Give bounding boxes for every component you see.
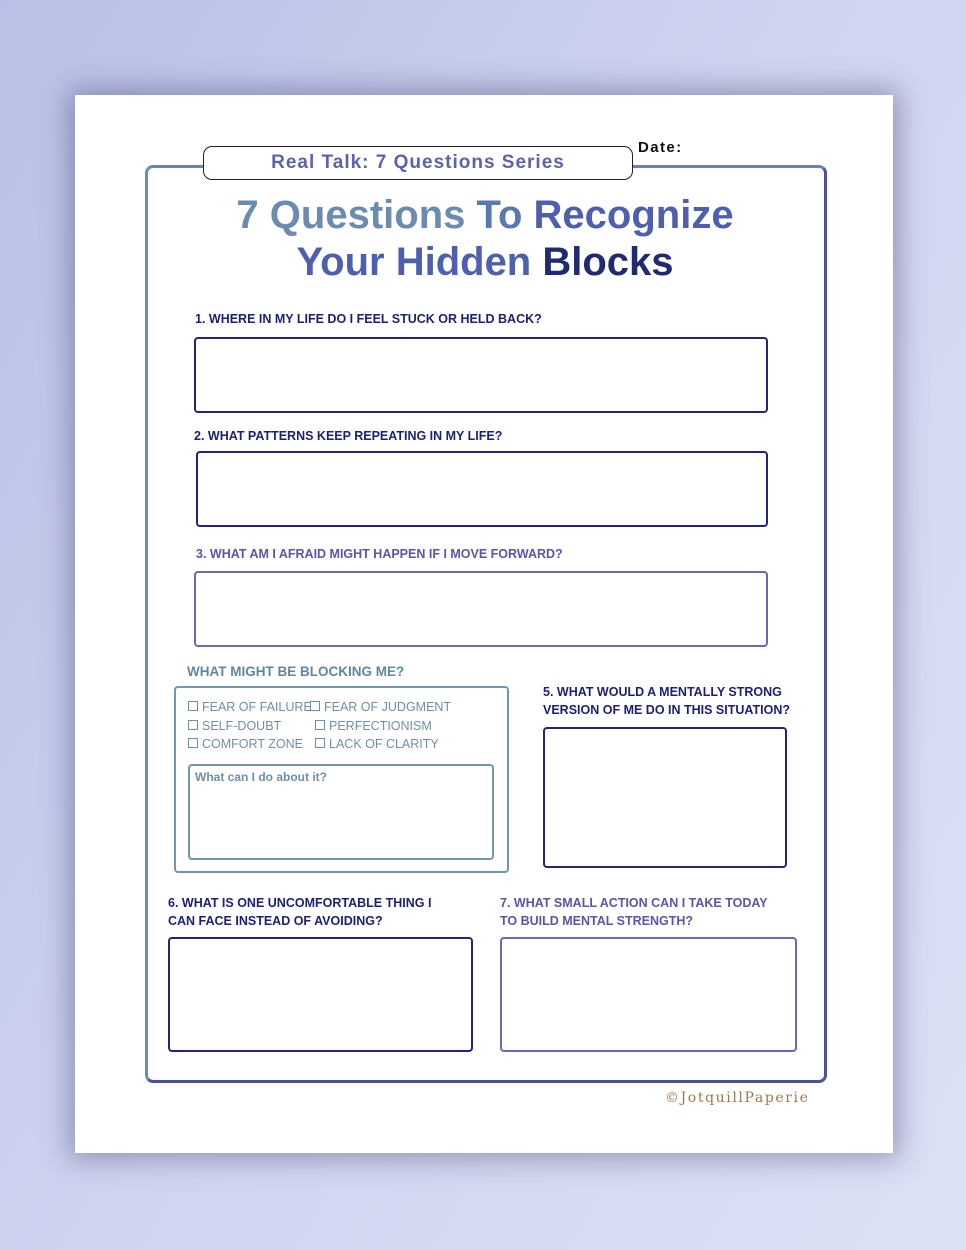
checkbox-label: SELF-DOUBT: [202, 718, 282, 733]
question-5-line-2: VERSION OF ME DO IN THIS SITUATION?: [543, 703, 790, 717]
blocking-heading: WHAT MIGHT BE BLOCKING ME?: [187, 664, 405, 679]
checkbox-icon: [310, 701, 320, 711]
action-label: What can I do about it?: [195, 770, 327, 784]
question-6: [168, 894, 431, 930]
title-part: To: [476, 193, 523, 237]
question-6-line-1: 6. WHAT IS ONE UNCOMFORTABLE THING I: [168, 896, 432, 910]
question-2: 2. WHAT PATTERNS KEEP REPEATING IN MY LIFE?: [194, 429, 503, 443]
checkbox-label: COMFORT ZONE: [202, 737, 303, 751]
answer-box-2[interactable]: [196, 451, 768, 527]
title-part: Blocks: [542, 240, 674, 284]
series-label: Real Talk: 7 Questions Series: [203, 146, 633, 180]
question-1: 1. WHERE IN MY LIFE DO I FEEL STUCK OR HELD BACK?: [195, 312, 542, 326]
title-part: 7 Questions: [236, 193, 466, 237]
date-label: Date:: [638, 139, 683, 156]
worksheet-page: [75, 95, 893, 1153]
page-title-line-1: [145, 191, 825, 239]
checkbox-icon: [188, 701, 198, 711]
question-7-line-1: 7. WHAT SMALL ACTION CAN I TAKE TODAY: [500, 896, 768, 910]
checkbox-icon: [188, 738, 198, 748]
page-title-line-2: [145, 238, 825, 286]
answer-box-1[interactable]: [194, 337, 768, 413]
answer-box-6[interactable]: [168, 937, 473, 1052]
checkbox-icon: [315, 738, 325, 748]
title-part: Your Hidden: [296, 240, 532, 284]
checkbox-label: FEAR OF FAILURE: [202, 700, 312, 714]
answer-box-5[interactable]: [543, 727, 787, 868]
checkbox-fear-of-failure[interactable]: [188, 698, 312, 717]
question-3: 3. WHAT AM I AFRAID MIGHT HAPPEN IF I MOVE FORWARD?: [196, 547, 563, 561]
question-5: [543, 683, 790, 719]
checkbox-label: PERFECTIONISM: [329, 718, 432, 733]
checkbox-icon: [315, 720, 325, 730]
question-7-line-2: TO BUILD MENTAL STRENGTH?: [500, 914, 694, 928]
checkbox-icon: [188, 720, 198, 730]
question-7: [500, 894, 768, 930]
checkbox-self-doubt[interactable]: [188, 717, 281, 736]
answer-box-3[interactable]: [194, 571, 768, 647]
checkbox-perfectionism[interactable]: [315, 717, 432, 736]
title-part: Recognize: [533, 193, 734, 237]
checkbox-label: LACK OF CLARITY: [329, 737, 439, 751]
question-6-line-2: CAN FACE INSTEAD OF AVOIDING?: [168, 914, 383, 928]
checkbox-comfort-zone[interactable]: [188, 735, 303, 754]
question-5-line-1: 5. WHAT WOULD A MENTALLY STRONG: [543, 685, 782, 699]
checkbox-label: FEAR OF JUDGMENT: [324, 700, 452, 714]
checkbox-lack-of-clarity[interactable]: [315, 735, 439, 754]
answer-box-7[interactable]: [500, 937, 797, 1052]
checkbox-fear-of-judgment[interactable]: [310, 698, 451, 717]
copyright-text: ©JotquillPaperie: [665, 1090, 810, 1106]
